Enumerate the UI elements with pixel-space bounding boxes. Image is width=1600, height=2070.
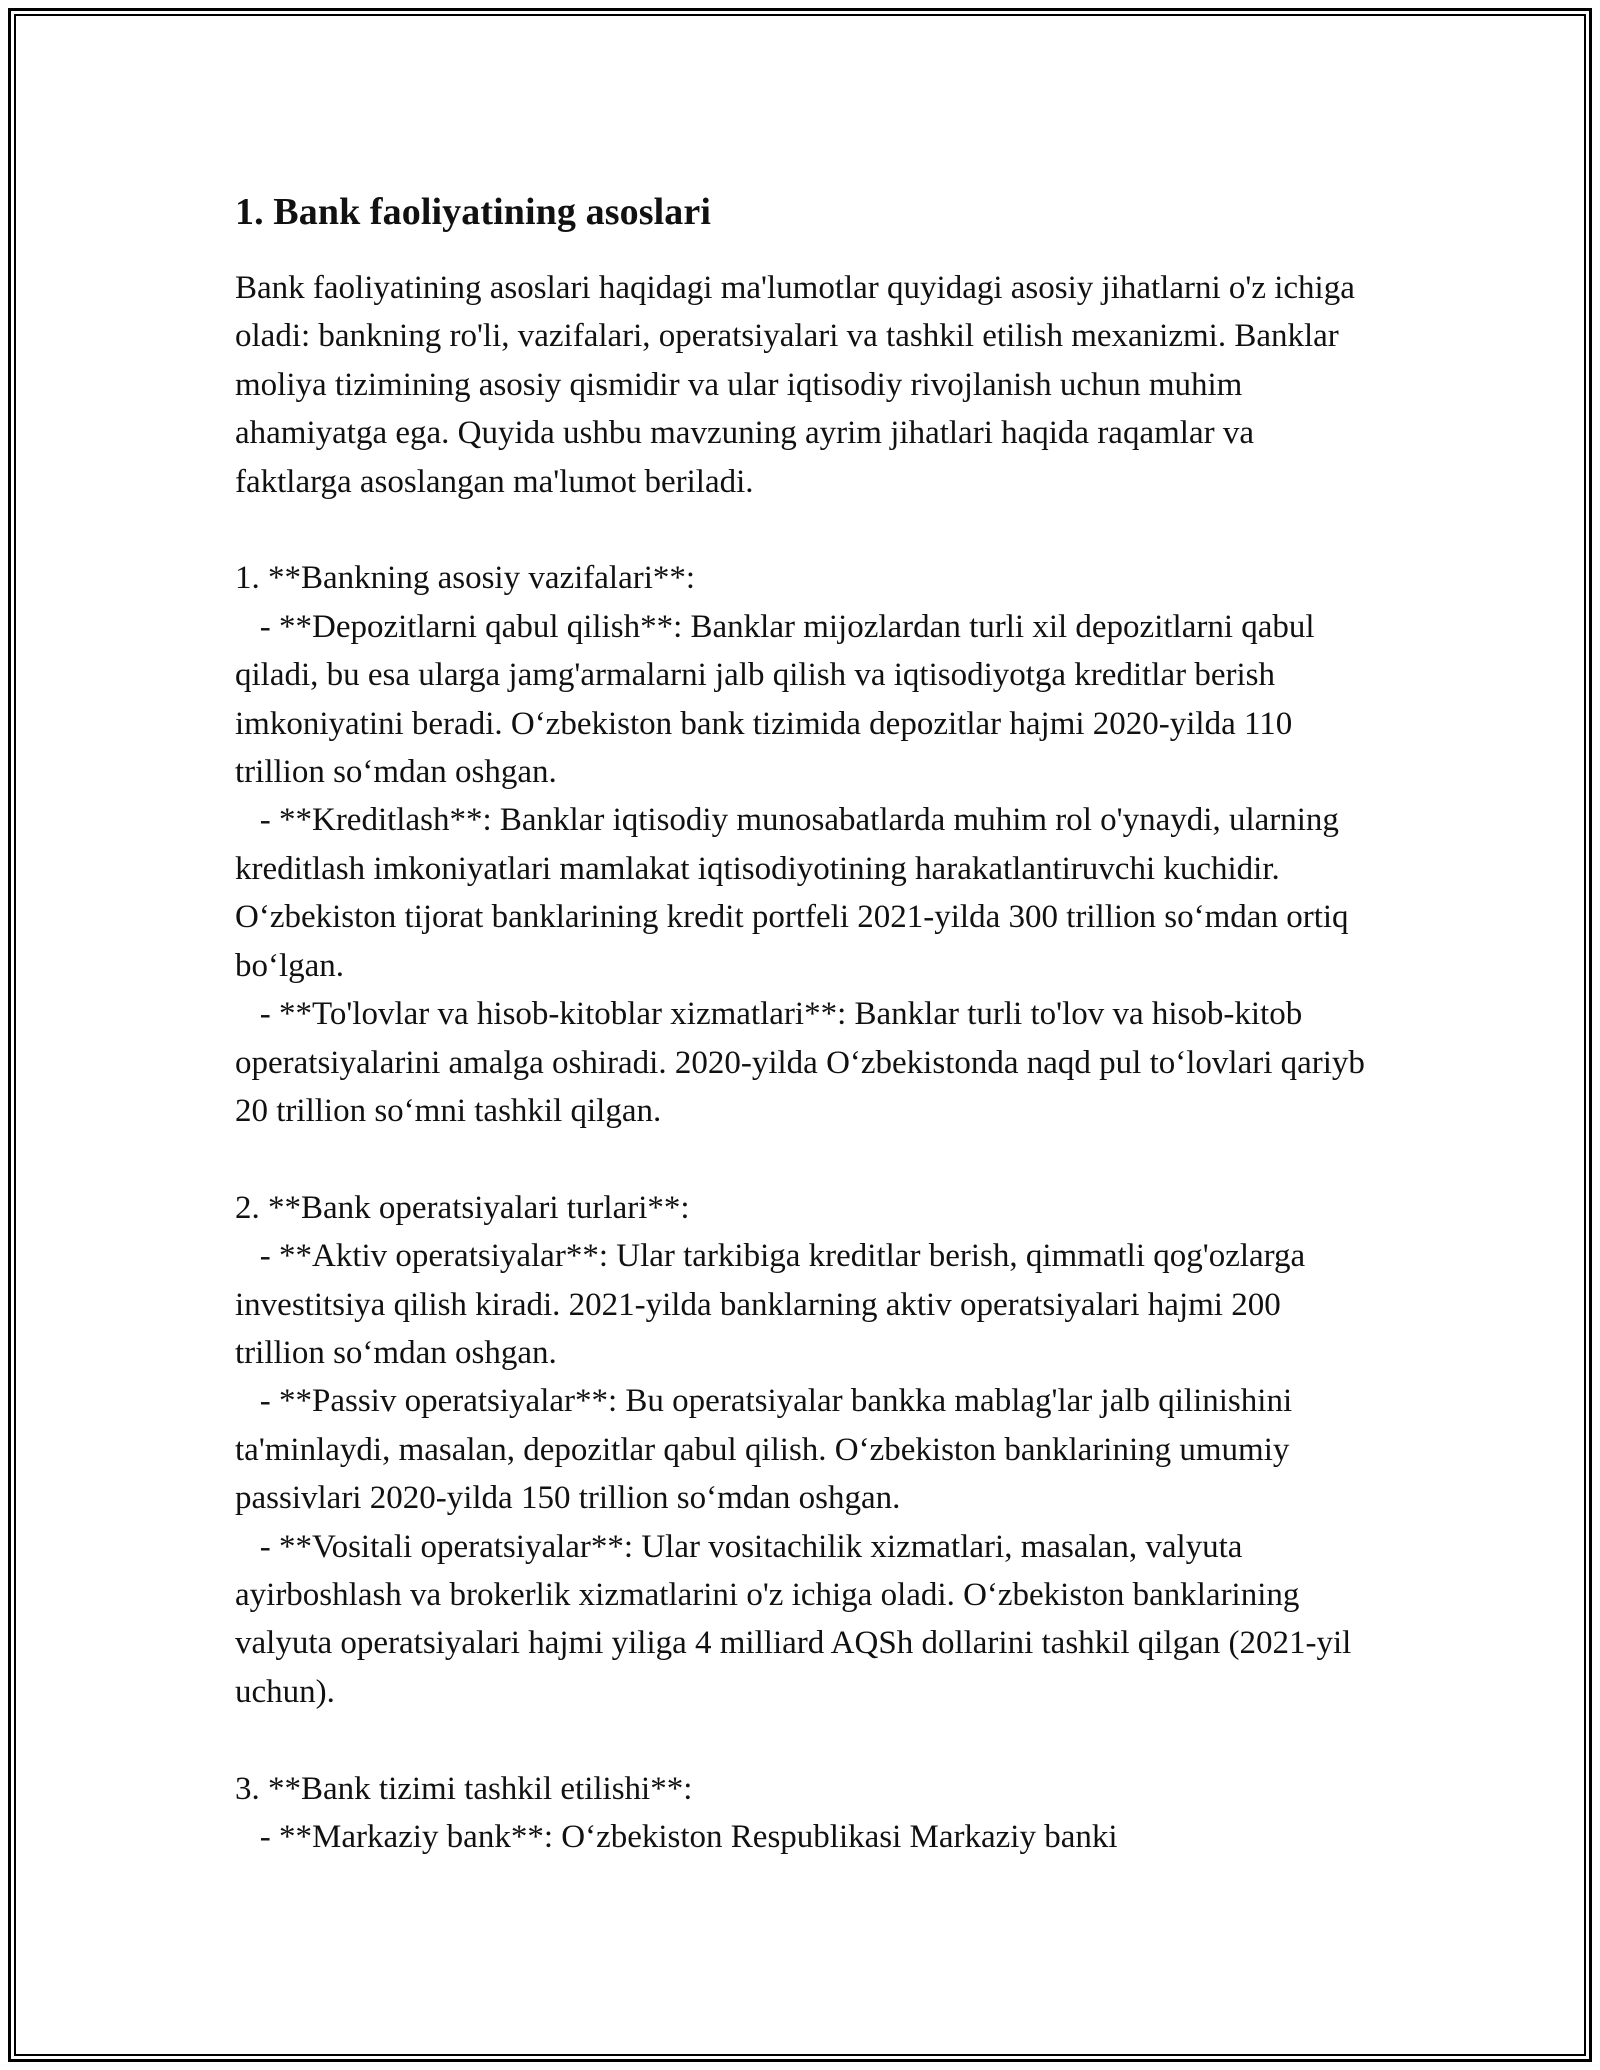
document-title: 1. Bank faoliyatining asoslari — [235, 191, 711, 233]
document-content — [235, 186, 1375, 1861]
document-body-text: Bank faoliyatining asoslari haqidagi ma'lumotlar quyidagi asosiy jihatlarni o'z ichiga oladi: bankning ro'li, vazifalari, operatsiyalari va tashkil etilish mexanizmi. Banklar moliya tizimining asosiy qismidir va ular iqtisodiy rivojlanish uchun muhim ahamiyatga ega. Quyida ushbu mavzuning ayrim jihatlari haqida raqamlar va faktlarga asoslangan ma'lumot beriladi. 1. **Bankning asosiy vazifalari**: - **Depozitlarni qabul qilish**: Banklar mijozlardan turli xil depozitlarni qabul qiladi, bu esa ularga jamg'armalarni jalb qilish va iqtisodiyotga kreditlar berish imkoniyatini beradi. O‘zbekiston bank tizimida depozitlar hajmi 2020-yilda 110 trillion so‘mdan oshgan. - **Kreditlash**: Banklar iqtisodiy munosabatlarda muhim rol o'ynaydi, ularning kreditlash imkoniyatlari mamlakat iqtisodiyotining harakatlantiruvchi kuchidir. O‘zbekiston tijorat banklarining kredit portfeli 2021-yilda 300 trillion so‘mdan ortiq bo‘lgan. - **To'lovlar va hisob-kitoblar xizmatlari**: Banklar turli to'lov va hisob-kitob operatsiyalarini amalga oshiradi. 2020-yilda O‘zbekistonda naqd pul to‘lovlari qariyb 20 trillion so‘mni tashkil qilgan. 2. **Bank operatsiyalari turlari**: - **Aktiv operatsiyalar**: Ular tarkibiga kreditlar berish, qimmatli qog'ozlarga investitsiya qilish kiradi. 2021-yilda banklarning aktiv operatsiyalari hajmi 200 trillion so‘mdan oshgan. - **Passiv operatsiyalar**: Bu operatsiyalar bankka mablag'lar jalb qilinishini ta'minlaydi, masalan, depozitlar qabul qilish. O‘zbekiston banklarining umumiy passivlari 2020-yilda 150 trillion so‘mdan oshgan. - **Vositali operatsiyalar**: Ular vositachilik xizmatlari, masalan, valyuta ayirboshlash va brokerlik xizmatlarini o'z ichiga oladi. O‘zbekiston banklarining valyuta operatsiyalari hajmi yiliga 4 milliard AQSh dollarini tashkil qilgan (2021-yil uchun). 3. **Bank tizimi tashkil etilishi**: - **Markaziy bank**: O‘zbekiston Respublikasi Markaziy banki — [235, 270, 1365, 1855]
